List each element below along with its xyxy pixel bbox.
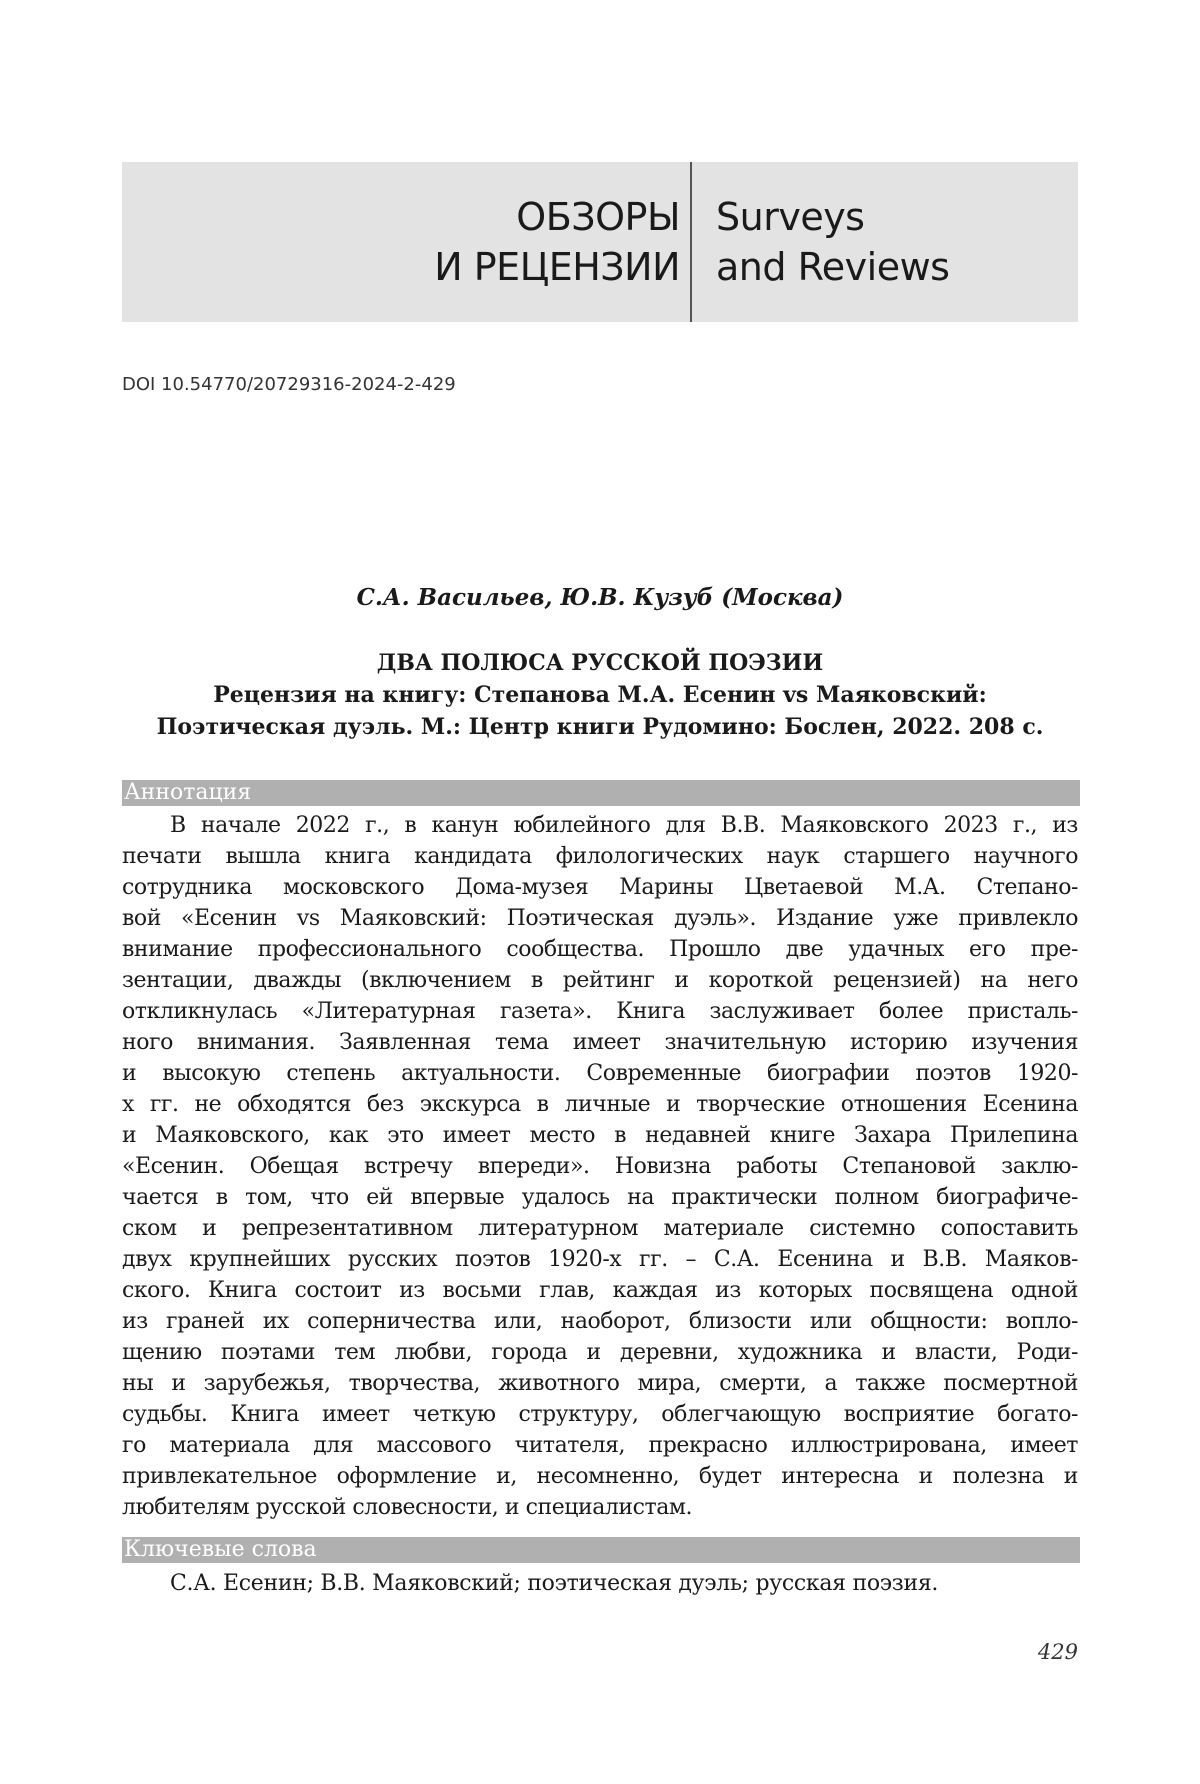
abstract-line: любителям русской словесности, и специалистам. (122, 1495, 693, 1520)
article-title (122, 647, 1078, 743)
header-divider (690, 162, 692, 322)
abstract-line: из граней их соперничества или, наоборот, близости или общности: вопло- (122, 1309, 1078, 1334)
abstract-line: ны и зарубежья, творчества, животного мира, смерти, а также посмертной (122, 1371, 1078, 1396)
abstract-line: го материала для массового читателя, прекрасно иллюстрирована, имеет (122, 1433, 1078, 1458)
keywords-text: С.А. Есенин; В.В. Маяковский; поэтическая дуэль; русская поэзия. (170, 1571, 939, 1596)
abstract-line: чается в том, что ей впервые удалось на практически полном биографиче- (122, 1185, 1078, 1210)
abstract-line: вой «Есенин vs Маяковский: Поэтическая дуэль». Издание уже привлекло (122, 906, 1078, 931)
page-number: 429 (1037, 1640, 1078, 1664)
abstract-line: В начале 2022 г., в канун юбилейного для В.В. Маяковского 2023 г., из (170, 813, 1078, 838)
abstract-line: зентации, дважды (включением в рейтинг и короткой рецензией) на него (122, 968, 1078, 993)
title-subtitle-line: Рецензия на книгу: Степанова М.А. Есенин vs Маяковский: (213, 682, 987, 708)
section-title-en-line: and Reviews (716, 245, 950, 289)
section-title-ru-line: ОБЗОРЫ (516, 195, 680, 239)
abstract-line: х гг. не обходятся без экскурса в личные и творческие отношения Есенина (122, 1092, 1078, 1117)
abstract-line: печати вышла книга кандидата филологических наук старшего научного (122, 844, 1078, 869)
abstract-line: внимание профессионального сообщества. Прошло две удачных его пре- (122, 937, 1078, 962)
section-title-ru-line: И РЕЦЕНЗИИ (434, 245, 680, 289)
abstract-body (122, 810, 1078, 1523)
abstract-line: ском и репрезентативном литературном материале системно сопоставить (122, 1216, 1078, 1241)
abstract-line: «Есенин. Обещая встречу впереди». Новизна работы Степановой заклю- (122, 1154, 1078, 1179)
abstract-line: ского. Книга состоит из восьми глав, каждая из которых посвящена одной (122, 1278, 1078, 1303)
section-title-en (716, 192, 949, 292)
doi: DOI 10.54770/20729316-2024-2-429 (122, 374, 456, 395)
abstract-line: щению поэтами тем любви, города и деревни, художника и власти, Роди- (122, 1340, 1078, 1365)
section-header (122, 162, 1078, 322)
keywords-heading: Ключевые слова (122, 1537, 1080, 1563)
abstract-line: судьбы. Книга имеет четкую структуру, облегчающую восприятие богато- (122, 1402, 1078, 1427)
abstract-line: ного внимания. Заявленная тема имеет значительную историю изучения (122, 1030, 1078, 1055)
abstract-heading: Аннотация (122, 780, 1080, 806)
section-title-en-line: Surveys (716, 195, 865, 239)
authors: С.А. Васильев, Ю.В. Кузуб (Москва) (356, 584, 844, 611)
abstract-line: привлекательное оформление и, несомненно, будет интересна и полезна и (122, 1464, 1078, 1489)
abstract-line: и Маяковского, как это имеет место в недавней книге Захара Прилепина (122, 1123, 1078, 1148)
abstract-line: и высокую степень актуальности. Современные биографии поэтов 1920- (122, 1061, 1078, 1086)
abstract-line: сотрудника московского Дома-музея Марины Цветаевой М.А. Степано- (122, 875, 1078, 900)
section-title-ru (434, 192, 680, 292)
title-main: ДВА ПОЛЮСА РУССКОЙ ПОЭЗИИ (376, 650, 824, 676)
title-subtitle-line: Поэтическая дуэль. М.: Центр книги Рудомино: Бослен, 2022. 208 с. (156, 714, 1044, 740)
abstract-line: двух крупнейших русских поэтов 1920-х гг. – С.А. Есенина и В.В. Маяков- (122, 1247, 1078, 1272)
abstract-line: откликнулась «Литературная газета». Книга заслуживает более присталь- (122, 999, 1078, 1024)
